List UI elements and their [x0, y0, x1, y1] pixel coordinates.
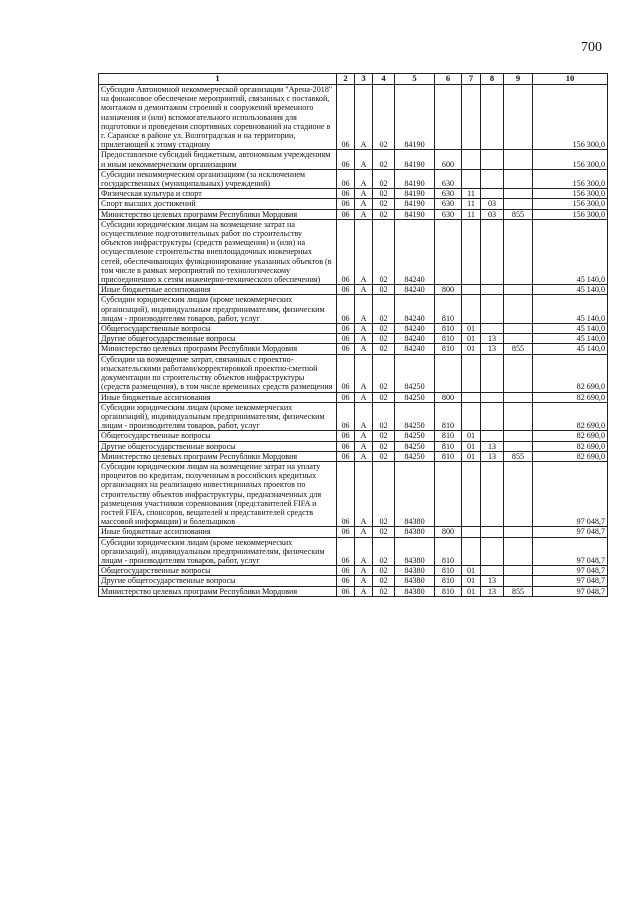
row-expense-type: 600	[435, 150, 462, 169]
row-name: Субсидии юридическим лицам на возмещение затрат на уплату процентов по кредитам, полученным в российских кредитных организациях на реализацию инвестиционных проектов по строительству объектов инфраструктуры, предназначенных для размещения участников соревнования (представителей FIFA и гостей FIFA, спонсоров, вещателей и представителей средств массовой информации) и болельщиков	[99, 461, 337, 526]
row-section: 06	[337, 537, 355, 566]
row-section: 06	[337, 354, 355, 392]
row-code-02: 02	[373, 169, 395, 188]
table-row	[99, 150, 608, 169]
row-subsection	[481, 566, 504, 576]
row-expense-type: 630	[435, 189, 462, 199]
table-row	[99, 431, 608, 441]
header-cell-9: 9	[504, 74, 533, 85]
row-amount: 82 690,0	[533, 441, 608, 451]
table-row	[99, 537, 608, 566]
row-section: 06	[337, 150, 355, 169]
row-code-02: 02	[373, 199, 395, 209]
row-amount: 82 690,0	[533, 354, 608, 392]
row-section: 06	[337, 169, 355, 188]
row-code-a: А	[355, 527, 373, 537]
row-target-code: 84250	[395, 431, 435, 441]
row-chapter	[462, 392, 481, 402]
row-expense-type: 630	[435, 209, 462, 219]
row-subsection: 13	[481, 576, 504, 586]
row-name: Субсидии юридическим лицам на возмещение затрат на осуществление подготовительных работ по строительству объектов инфраструктуры (средств размещения) и (или) на осуществление строительства внеплощадочных инженерных сетей, обеспечивающих функционирование указанных объектов (в том числе в рамках мероприятий по технологическому присоединению к сетям инженерно-технического обеспечения)	[99, 219, 337, 284]
row-section: 06	[337, 527, 355, 537]
row-code-a: А	[355, 461, 373, 526]
row-chapter	[462, 402, 481, 431]
row-chapter	[462, 219, 481, 284]
row-name: Общегосударственные вопросы	[99, 431, 337, 441]
row-subsection	[481, 85, 504, 150]
table-row	[99, 527, 608, 537]
row-amount: 156 300,0	[533, 150, 608, 169]
row-expense-type: 810	[435, 324, 462, 334]
row-ministry-code	[504, 189, 533, 199]
header-cell-2: 2	[337, 74, 355, 85]
row-name: Другие общегосударственные вопросы	[99, 576, 337, 586]
row-subsection: 13	[481, 451, 504, 461]
row-target-code: 84380	[395, 586, 435, 596]
row-section: 06	[337, 461, 355, 526]
row-expense-type: 800	[435, 527, 462, 537]
row-expense-type: 630	[435, 199, 462, 209]
row-section: 06	[337, 402, 355, 431]
row-code-a: А	[355, 537, 373, 566]
row-chapter: 01	[462, 566, 481, 576]
header-cell-1: 1	[99, 74, 337, 85]
row-chapter	[462, 150, 481, 169]
row-subsection	[481, 527, 504, 537]
row-code-02: 02	[373, 461, 395, 526]
row-name: Субсидии юридическим лицам (кроме некоммерческих организаций), индивидуальным предпринимателям, физическим лицам - производителям товаров, работ, услуг	[99, 402, 337, 431]
row-ministry-code: 855	[504, 344, 533, 354]
row-code-a: А	[355, 354, 373, 392]
row-ministry-code	[504, 402, 533, 431]
header-cell-3: 3	[355, 74, 373, 85]
row-code-a: А	[355, 576, 373, 586]
row-code-02: 02	[373, 295, 395, 324]
row-expense-type: 810	[435, 295, 462, 324]
row-code-02: 02	[373, 527, 395, 537]
row-amount: 82 690,0	[533, 402, 608, 431]
table-header-row	[99, 74, 608, 85]
row-section: 06	[337, 324, 355, 334]
row-ministry-code	[504, 392, 533, 402]
row-code-a: А	[355, 451, 373, 461]
row-subsection	[481, 189, 504, 199]
row-subsection: 13	[481, 334, 504, 344]
row-expense-type: 630	[435, 169, 462, 188]
row-subsection	[481, 354, 504, 392]
row-ministry-code	[504, 537, 533, 566]
row-ministry-code	[504, 219, 533, 284]
row-chapter: 11	[462, 209, 481, 219]
row-code-a: А	[355, 566, 373, 576]
row-amount: 97 048,7	[533, 461, 608, 526]
row-amount: 97 048,7	[533, 586, 608, 596]
row-amount: 45 140,0	[533, 324, 608, 334]
row-code-a: А	[355, 209, 373, 219]
row-chapter: 01	[462, 576, 481, 586]
row-expense-type: 800	[435, 392, 462, 402]
row-target-code: 84380	[395, 566, 435, 576]
row-subsection	[481, 285, 504, 295]
row-code-a: А	[355, 85, 373, 150]
row-chapter: 01	[462, 334, 481, 344]
row-section: 06	[337, 85, 355, 150]
row-target-code: 84240	[395, 344, 435, 354]
row-target-code: 84380	[395, 576, 435, 586]
row-code-a: А	[355, 199, 373, 209]
row-target-code: 84250	[395, 441, 435, 451]
row-amount: 156 300,0	[533, 169, 608, 188]
row-name: Министерство целевых программ Республики Мордовия	[99, 586, 337, 596]
row-amount: 82 690,0	[533, 431, 608, 441]
row-name: Физическая культура и спорт	[99, 189, 337, 199]
row-target-code: 84240	[395, 295, 435, 324]
table-row	[99, 285, 608, 295]
row-code-02: 02	[373, 285, 395, 295]
row-target-code: 84190	[395, 85, 435, 150]
row-name: Общегосударственные вопросы	[99, 566, 337, 576]
row-subsection	[481, 219, 504, 284]
row-expense-type	[435, 354, 462, 392]
row-chapter	[462, 85, 481, 150]
row-target-code: 84240	[395, 324, 435, 334]
row-target-code: 84190	[395, 199, 435, 209]
row-code-a: А	[355, 441, 373, 451]
row-code-02: 02	[373, 209, 395, 219]
row-code-02: 02	[373, 392, 395, 402]
row-section: 06	[337, 586, 355, 596]
row-amount: 45 140,0	[533, 295, 608, 324]
row-code-02: 02	[373, 566, 395, 576]
row-chapter: 01	[462, 586, 481, 596]
row-chapter	[462, 527, 481, 537]
row-name: Субсидии юридическим лицам (кроме некоммерческих организаций), индивидуальным предпринимателям, физическим лицам - производителям товаров, работ, услуг	[99, 537, 337, 566]
row-subsection	[481, 150, 504, 169]
row-amount: 45 140,0	[533, 285, 608, 295]
row-subsection	[481, 402, 504, 431]
row-code-02: 02	[373, 537, 395, 566]
table-row	[99, 566, 608, 576]
row-target-code: 84190	[395, 209, 435, 219]
table-row	[99, 334, 608, 344]
row-chapter: 01	[462, 344, 481, 354]
row-code-02: 02	[373, 334, 395, 344]
row-name: Министерство целевых программ Республики Мордовия	[99, 451, 337, 461]
row-code-a: А	[355, 219, 373, 284]
row-code-02: 02	[373, 219, 395, 284]
row-subsection	[481, 295, 504, 324]
row-amount: 82 690,0	[533, 451, 608, 461]
table-row	[99, 169, 608, 188]
row-chapter	[462, 169, 481, 188]
row-name: Спорт высших достижений	[99, 199, 337, 209]
row-ministry-code: 855	[504, 586, 533, 596]
row-target-code: 84380	[395, 461, 435, 526]
row-amount: 156 300,0	[533, 189, 608, 199]
row-target-code: 84190	[395, 189, 435, 199]
row-subsection	[481, 324, 504, 334]
row-ministry-code	[504, 295, 533, 324]
row-code-a: А	[355, 295, 373, 324]
table-row	[99, 402, 608, 431]
row-ministry-code	[504, 441, 533, 451]
row-chapter	[462, 285, 481, 295]
row-section: 06	[337, 189, 355, 199]
row-name: Министерство целевых программ Республики Мордовия	[99, 344, 337, 354]
row-subsection: 03	[481, 209, 504, 219]
row-ministry-code	[504, 150, 533, 169]
row-code-02: 02	[373, 441, 395, 451]
row-name: Субсидии некоммерческим организациям (за исключением государственных (муниципальных) учреждений)	[99, 169, 337, 188]
row-target-code: 84240	[395, 285, 435, 295]
row-section: 06	[337, 285, 355, 295]
row-name: Субсидии юридическим лицам (кроме некоммерческих организаций), индивидуальным предпринимателям, физическим лицам - производителям товаров, работ, услуг	[99, 295, 337, 324]
row-target-code: 84190	[395, 169, 435, 188]
row-name: Общегосударственные вопросы	[99, 324, 337, 334]
row-amount: 82 690,0	[533, 392, 608, 402]
row-target-code: 84190	[395, 150, 435, 169]
table-row	[99, 85, 608, 150]
row-expense-type: 810	[435, 537, 462, 566]
row-name: Иные бюджетные ассигнования	[99, 527, 337, 537]
table-row	[99, 586, 608, 596]
row-section: 06	[337, 431, 355, 441]
row-ministry-code	[504, 566, 533, 576]
table-row	[99, 451, 608, 461]
row-ministry-code	[504, 354, 533, 392]
row-subsection	[481, 392, 504, 402]
table-row	[99, 189, 608, 199]
row-ministry-code	[504, 461, 533, 526]
row-section: 06	[337, 209, 355, 219]
row-expense-type	[435, 461, 462, 526]
row-amount: 45 140,0	[533, 334, 608, 344]
row-amount: 45 140,0	[533, 219, 608, 284]
row-expense-type: 800	[435, 285, 462, 295]
row-code-a: А	[355, 586, 373, 596]
row-target-code: 84380	[395, 527, 435, 537]
row-amount: 97 048,7	[533, 527, 608, 537]
page-number: 700	[581, 40, 602, 55]
table-row	[99, 441, 608, 451]
table-row	[99, 392, 608, 402]
table-row	[99, 344, 608, 354]
row-subsection	[481, 169, 504, 188]
row-subsection	[481, 537, 504, 566]
row-chapter	[462, 354, 481, 392]
row-name: Субсидии на возмещение затрат, связанных с проектно-изыскательскими работами/корректировкой проектно-сметной документации по строительству объектов инфраструктуры (средств размещения), в том числе временных средств размещения	[99, 354, 337, 392]
row-name: Другие общегосударственные вопросы	[99, 334, 337, 344]
row-ministry-code	[504, 324, 533, 334]
row-ministry-code	[504, 527, 533, 537]
row-code-a: А	[355, 402, 373, 431]
row-amount: 156 300,0	[533, 85, 608, 150]
row-section: 06	[337, 199, 355, 209]
table-row	[99, 576, 608, 586]
table-row	[99, 209, 608, 219]
header-cell-4: 4	[373, 74, 395, 85]
row-section: 06	[337, 334, 355, 344]
row-expense-type: 810	[435, 566, 462, 576]
row-target-code: 84240	[395, 219, 435, 284]
row-target-code: 84250	[395, 402, 435, 431]
row-code-02: 02	[373, 324, 395, 334]
row-expense-type	[435, 85, 462, 150]
row-expense-type: 810	[435, 441, 462, 451]
row-section: 06	[337, 295, 355, 324]
row-expense-type: 810	[435, 334, 462, 344]
row-expense-type	[435, 219, 462, 284]
row-code-02: 02	[373, 85, 395, 150]
row-name: Иные бюджетные ассигнования	[99, 285, 337, 295]
row-target-code: 84250	[395, 392, 435, 402]
row-ministry-code	[504, 431, 533, 441]
row-name: Субсидия Автономной некоммерческой организации "Арена-2018" на финансовое обеспечение мероприятий, связанных с поставкой, монтажом и демонтажом строений и сооружений временного назначения и (или) вспомогательного использования для подготовки и проведения спортивных соревнований на стадионе в г. Саранске в районе ул. Волгоградская и на территории, прилегающей к этому стадиону	[99, 85, 337, 150]
row-code-a: А	[355, 169, 373, 188]
row-chapter	[462, 537, 481, 566]
row-code-02: 02	[373, 451, 395, 461]
row-expense-type: 810	[435, 344, 462, 354]
row-target-code: 84240	[395, 334, 435, 344]
row-code-a: А	[355, 431, 373, 441]
row-ministry-code	[504, 199, 533, 209]
row-ministry-code	[504, 334, 533, 344]
row-code-02: 02	[373, 431, 395, 441]
row-section: 06	[337, 576, 355, 586]
table-row	[99, 199, 608, 209]
row-amount: 97 048,7	[533, 537, 608, 566]
row-target-code: 84250	[395, 354, 435, 392]
row-chapter: 01	[462, 451, 481, 461]
row-section: 06	[337, 566, 355, 576]
row-chapter: 01	[462, 431, 481, 441]
row-amount: 45 140,0	[533, 344, 608, 354]
row-expense-type: 810	[435, 402, 462, 431]
row-code-a: А	[355, 285, 373, 295]
row-expense-type: 810	[435, 586, 462, 596]
row-code-02: 02	[373, 189, 395, 199]
row-chapter: 11	[462, 189, 481, 199]
row-code-02: 02	[373, 586, 395, 596]
row-ministry-code	[504, 285, 533, 295]
table-row	[99, 295, 608, 324]
header-cell-10: 10	[533, 74, 608, 85]
table-row	[99, 324, 608, 334]
row-code-02: 02	[373, 344, 395, 354]
row-ministry-code	[504, 85, 533, 150]
row-section: 06	[337, 392, 355, 402]
row-code-a: А	[355, 150, 373, 169]
header-cell-6: 6	[435, 74, 462, 85]
header-cell-8: 8	[481, 74, 504, 85]
row-code-a: А	[355, 392, 373, 402]
table-row	[99, 219, 608, 284]
row-name: Иные бюджетные ассигнования	[99, 392, 337, 402]
row-chapter: 01	[462, 441, 481, 451]
row-name: Министерство целевых программ Республики Мордовия	[99, 209, 337, 219]
row-amount: 97 048,7	[533, 576, 608, 586]
row-amount: 156 300,0	[533, 209, 608, 219]
row-expense-type: 810	[435, 576, 462, 586]
row-code-02: 02	[373, 402, 395, 431]
row-subsection: 13	[481, 441, 504, 451]
row-subsection: 13	[481, 586, 504, 596]
row-subsection: 03	[481, 199, 504, 209]
row-target-code: 84250	[395, 451, 435, 461]
row-chapter	[462, 295, 481, 324]
row-ministry-code	[504, 169, 533, 188]
row-target-code: 84380	[395, 537, 435, 566]
row-subsection	[481, 431, 504, 441]
row-chapter	[462, 461, 481, 526]
row-expense-type: 810	[435, 431, 462, 441]
row-name: Предоставление субсидий бюджетным, автономным учреждениям и иным некоммерческим организациям	[99, 150, 337, 169]
row-chapter: 01	[462, 324, 481, 334]
budget-table	[98, 73, 608, 597]
row-code-02: 02	[373, 576, 395, 586]
row-code-02: 02	[373, 150, 395, 169]
row-ministry-code: 855	[504, 451, 533, 461]
row-subsection: 13	[481, 344, 504, 354]
row-ministry-code: 855	[504, 209, 533, 219]
row-subsection	[481, 461, 504, 526]
table-row	[99, 461, 608, 526]
row-code-a: А	[355, 189, 373, 199]
row-code-a: А	[355, 324, 373, 334]
row-name: Другие общегосударственные вопросы	[99, 441, 337, 451]
row-code-02: 02	[373, 354, 395, 392]
row-amount: 156 300,0	[533, 199, 608, 209]
row-amount: 97 048,7	[533, 566, 608, 576]
header-cell-7: 7	[462, 74, 481, 85]
row-section: 06	[337, 441, 355, 451]
table-row	[99, 354, 608, 392]
row-code-a: А	[355, 344, 373, 354]
row-code-a: А	[355, 334, 373, 344]
header-cell-5: 5	[395, 74, 435, 85]
row-expense-type: 810	[435, 451, 462, 461]
row-chapter: 11	[462, 199, 481, 209]
row-ministry-code	[504, 576, 533, 586]
row-section: 06	[337, 219, 355, 284]
row-section: 06	[337, 344, 355, 354]
row-section: 06	[337, 451, 355, 461]
